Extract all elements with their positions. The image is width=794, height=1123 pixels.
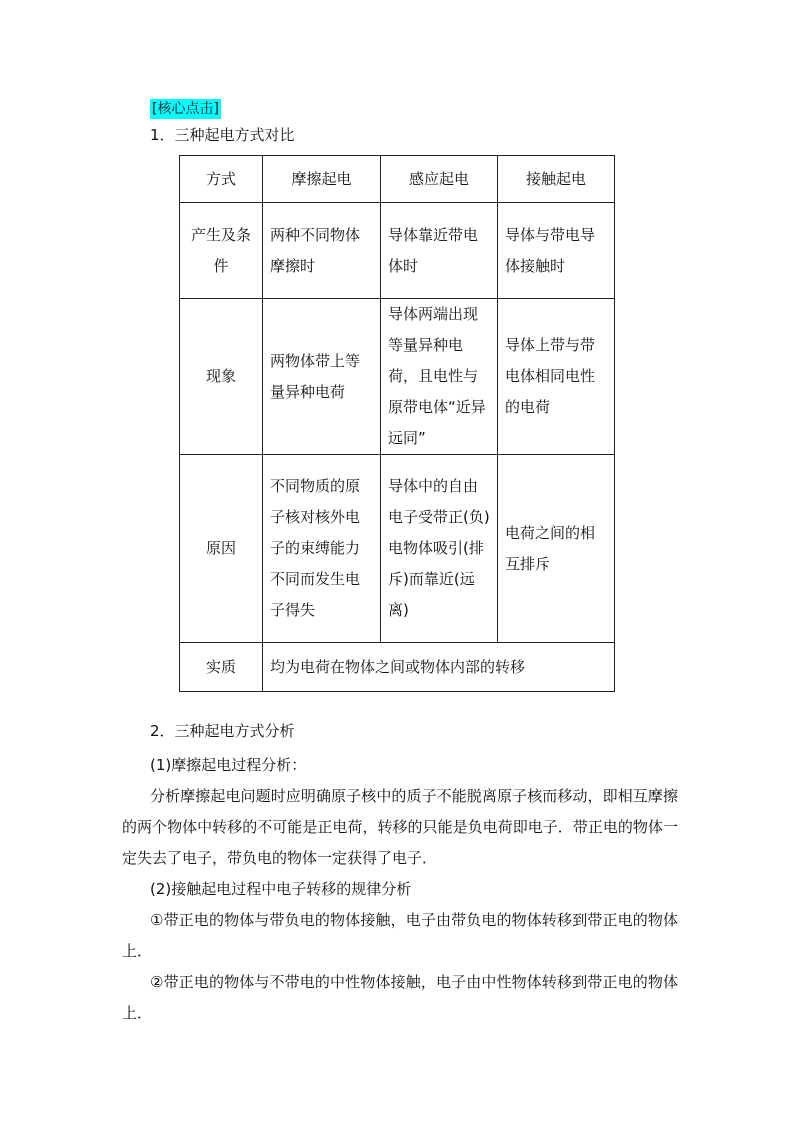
table-cell: 不同物质的原子核对核外电子的束缚能力不同而发生电子得失 [263,455,381,643]
table-header-cell: 摩擦起电 [263,156,381,203]
table-cell: 两种不同物体摩擦时 [263,203,381,299]
section2-title: 2．三种起电方式分析 [150,722,295,740]
table-row-label: 实质 [180,643,263,692]
section1-title: 1．三种起电方式对比 [150,126,295,144]
table-row-label: 原因 [180,455,263,643]
list-item: ②带正电的物体与不带电的中性物体接触，电子由中性物体转移到带正电的物体上． [122,973,678,1022]
comparison-table [179,155,615,692]
table-row [180,299,615,455]
table-cell: 导体中的自由电子受带正(负)电物体吸引(排斥)而靠近(远离) [381,455,498,643]
table-cell: 导体上带与带电体相同电性的电荷 [498,299,615,455]
paragraph-friction: 分析摩擦起电问题时应明确原子核中的质子不能脱离原子核而移动，即相互摩擦的两个物体中转移的不可能是正电荷，转移的只能是负电荷即电子．带正电的物体一定失去了电子，带负电的物体一定获得了电子． [122,787,678,867]
table-header-cell: 接触起电 [498,156,615,203]
table-row-label: 产生及条件 [180,203,263,299]
table-row [180,203,615,299]
table-cell: 导体两端出现等量异种电荷，且电性与原带电体“近异远同” [381,299,498,455]
table-cell: 导体靠近带电体时 [381,203,498,299]
table-header-cell: 方式 [180,156,263,203]
table-merged-cell: 均为电荷在物体之间或物体内部的转移 [263,643,615,692]
core-points-tag: [核心点击] [152,101,219,117]
table-header-row [180,156,615,203]
subheading-friction: (1)摩擦起电过程分析： [150,756,307,774]
table-cell: 导体与带电导体接触时 [498,203,615,299]
list-item: ①带正电的物体与带负电的物体接触，电子由带负电的物体转移到带正电的物体上． [122,911,678,960]
table-header-cell: 感应起电 [381,156,498,203]
table-row-label: 现象 [180,299,263,455]
table-cell: 电荷之间的相互排斥 [498,455,615,643]
subheading-contact: (2)接触起电过程中电子转移的规律分析 [150,880,412,898]
table-row [180,643,615,692]
table-row [180,455,615,643]
table-cell: 两物体带上等量异种电荷 [263,299,381,455]
